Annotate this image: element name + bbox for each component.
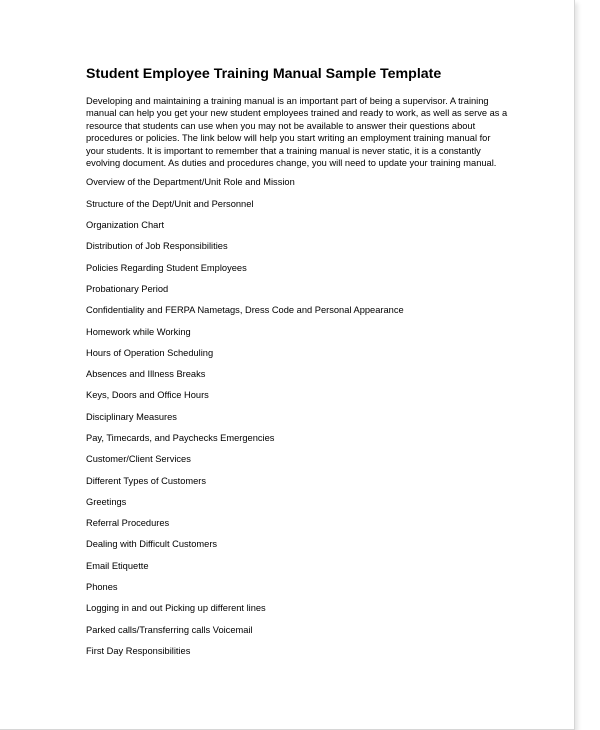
topic-item: Disciplinary Measures: [86, 411, 177, 422]
topic-item: Confidentiality and FERPA Nametags, Dress Code and Personal Appearance: [86, 305, 404, 316]
topic-item: Probationary Period: [86, 283, 169, 294]
intro-paragraph: [86, 95, 526, 169]
intro-line: Developing and maintaining a training manual is an important part of being a supervisor. A training: [86, 96, 489, 106]
topic-item: Parked calls/Transferring calls Voicemail: [86, 624, 253, 635]
topic-item: Email Etiquette: [86, 560, 149, 571]
intro-line: resource that students can use when you may not be available to answer their questions about: [86, 120, 476, 131]
topic-item: Structure of the Dept/Unit and Personnel: [86, 198, 254, 209]
topic-item: Customer/Client Services: [86, 454, 191, 465]
topic-item: Policies Regarding Student Employees: [86, 262, 247, 273]
document-content: [86, 64, 526, 666]
intro-line: your students. It is important to remember that a training manual is never static, it is a constantly: [86, 145, 481, 156]
topic-item: Organization Chart: [86, 220, 165, 231]
topic-item: Keys, Doors and Office Hours: [86, 390, 209, 401]
topic-item: Logging in and out Picking up different lines: [86, 603, 266, 614]
topic-item: Different Types of Customers: [86, 475, 207, 486]
topic-item: First Day Responsibilities: [86, 645, 191, 656]
document-title: Student Employee Training Manual Sample Template: [86, 66, 442, 82]
topic-item: Distribution of Job Responsibilities: [86, 241, 228, 252]
topic-item: Homework while Working: [86, 326, 191, 337]
topic-item: Greetings: [86, 496, 127, 507]
intro-line: manual can help you get your new student employees trained and ready to work, as well as serve as a: [86, 108, 508, 119]
topic-item: Referral Procedures: [86, 518, 170, 529]
intro-line: procedures or policies. The link below will help you start writing an employment training manual for: [86, 133, 491, 144]
intro-line: evolving document. As duties and procedures change, you will need to update your training manual.: [86, 158, 497, 169]
topic-item: Overview of the Department/Unit Role and Mission: [86, 177, 295, 188]
topic-item: Absences and Illness Breaks: [86, 369, 206, 380]
topic-item: Dealing with Difficult Customers: [86, 539, 218, 550]
topic-list: [86, 176, 526, 657]
topic-item: Phones: [86, 582, 118, 593]
topic-item: Pay, Timecards, and Paychecks Emergencies: [86, 433, 275, 443]
topic-item: Hours of Operation Scheduling: [86, 347, 214, 358]
